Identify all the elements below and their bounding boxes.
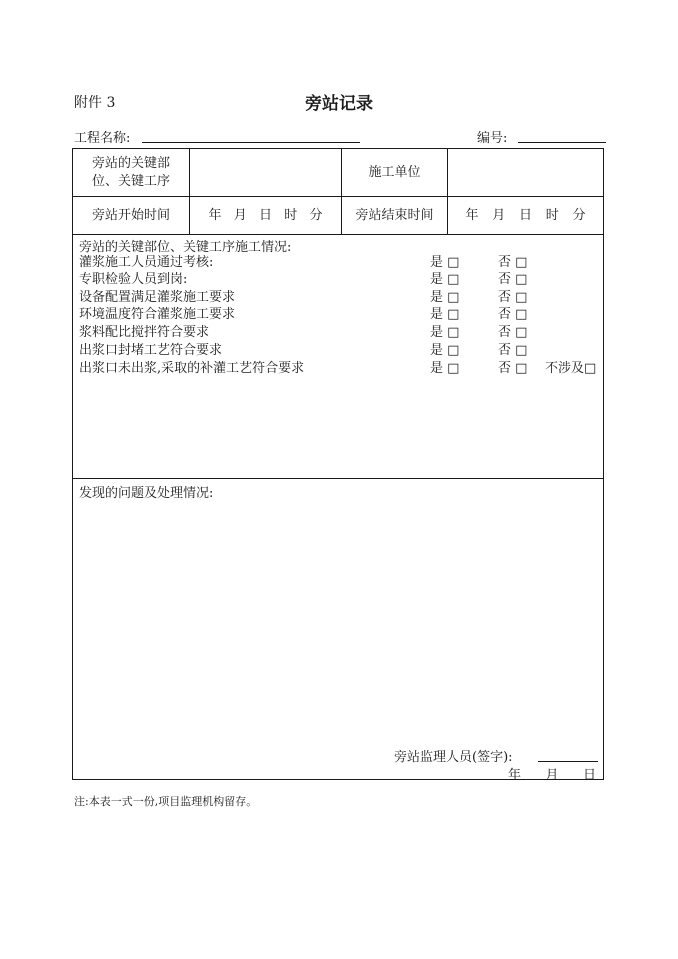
signature-month: 月 — [545, 768, 559, 783]
project-name-field[interactable] — [142, 142, 360, 143]
yes-checkbox[interactable]: 是 □ — [430, 255, 460, 270]
yes-checkbox[interactable]: 是 □ — [430, 361, 460, 376]
signature-field[interactable] — [538, 761, 598, 762]
no-checkbox[interactable]: 否 □ — [498, 272, 528, 287]
signature-year: 年 — [508, 768, 522, 783]
yes-checkbox[interactable]: 是 □ — [430, 343, 460, 358]
key-part-label: 旁站的关键部位、关键工序 — [91, 155, 170, 189]
problems-label: 发现的问题及处理情况: — [79, 486, 214, 501]
key-part-label-cell — [73, 149, 189, 196]
code-field[interactable] — [518, 142, 606, 143]
not-applicable-checkbox[interactable]: 不涉及□ — [545, 361, 597, 376]
end-time-input[interactable] — [448, 197, 603, 234]
construction-unit-label: 施工单位 — [368, 164, 421, 180]
day-unit: 日 — [518, 207, 532, 223]
checklist-item: 设备配置满足灌浆施工要求 — [79, 290, 236, 305]
construction-unit-label-cell — [342, 149, 447, 196]
row-divider — [72, 478, 604, 479]
yes-checkbox[interactable]: 是 □ — [430, 325, 460, 340]
end-time-label-cell — [342, 197, 447, 234]
row-divider — [72, 234, 604, 235]
yes-checkbox[interactable]: 是 □ — [430, 290, 460, 305]
minute-unit: 分 — [309, 207, 323, 223]
hour-unit: 时 — [545, 207, 559, 223]
construction-unit-input[interactable] — [448, 149, 603, 196]
end-time-label: 旁站结束时间 — [355, 207, 434, 223]
page-title: 旁站记录 — [305, 94, 373, 114]
no-checkbox[interactable]: 否 □ — [498, 307, 528, 322]
signature-day: 日 — [582, 768, 596, 783]
start-time-label: 旁站开始时间 — [91, 207, 170, 223]
checklist-item: 灌浆施工人员通过考核: — [79, 255, 214, 270]
no-checkbox[interactable]: 否 □ — [498, 361, 528, 376]
signature-label: 旁站监理人员(签字): — [394, 750, 513, 765]
no-checkbox[interactable]: 否 □ — [498, 325, 528, 340]
start-time-input[interactable] — [190, 197, 341, 234]
year-unit: 年 — [465, 207, 479, 223]
key-part-input[interactable] — [190, 149, 341, 196]
no-checkbox[interactable]: 否 □ — [498, 343, 528, 358]
checklist-item: 浆料配比搅拌符合要求 — [79, 325, 210, 340]
hour-unit: 时 — [284, 207, 298, 223]
checklist-item: 出浆口未出浆,采取的补灌工艺符合要求 — [79, 361, 305, 376]
problems-input-area[interactable] — [76, 502, 600, 738]
minute-unit: 分 — [572, 207, 586, 223]
day-unit: 日 — [258, 207, 272, 223]
yes-checkbox[interactable]: 是 □ — [430, 272, 460, 287]
project-name-label: 工程名称: — [74, 131, 131, 146]
checklist-item: 环境温度符合灌浆施工要求 — [79, 307, 236, 322]
checklist-item: 专职检验人员到岗: — [79, 272, 188, 287]
attachment-number: 附件 3 — [74, 95, 116, 111]
code-label: 编号: — [477, 131, 508, 146]
start-time-label-cell — [73, 197, 189, 234]
yes-checkbox[interactable]: 是 □ — [430, 307, 460, 322]
month-unit: 月 — [492, 207, 506, 223]
no-checkbox[interactable]: 否 □ — [498, 290, 528, 305]
no-checkbox[interactable]: 否 □ — [498, 255, 528, 270]
year-unit: 年 — [208, 207, 222, 223]
checklist-title: 旁站的关键部位、关键工序施工情况: — [79, 240, 292, 255]
footnote: 注:本表一式一份,项目监理机构留存。 — [74, 795, 258, 808]
signature-date — [508, 764, 596, 783]
month-unit: 月 — [233, 207, 247, 223]
checklist-item: 出浆口封堵工艺符合要求 — [79, 343, 223, 358]
